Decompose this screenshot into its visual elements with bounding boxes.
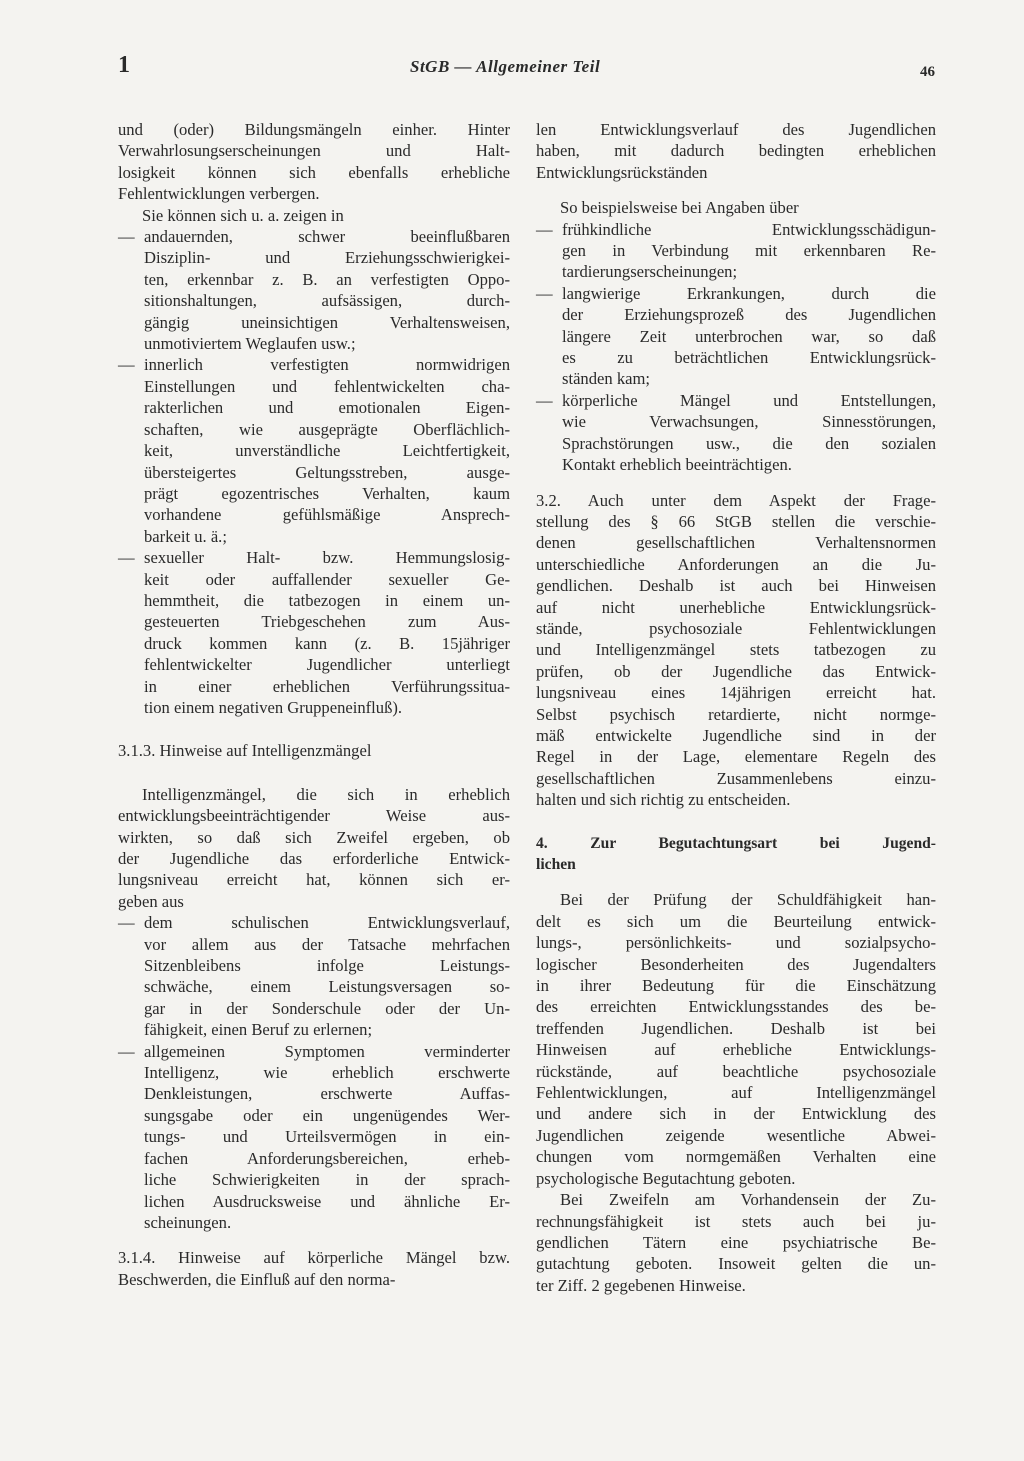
text-line: der Jugendliche das erforderliche Entwick-	[118, 849, 510, 868]
text-line: es zu beträchtlichen Entwicklungsrück-	[562, 348, 936, 368]
text-line: und (oder) Bildungsmängeln einher. Hinter	[118, 120, 510, 139]
text-line: vorhandene gefühlsmäßige Ansprech-	[144, 505, 510, 525]
text-line: lichen	[536, 856, 576, 873]
text-line: Selbst psychisch retardierte, nicht normge-	[536, 704, 936, 724]
text-line: lungsniveau eines 14jährigen erreicht hat.	[536, 683, 936, 703]
text-line: — andauernden, schwer beeinflußbaren	[144, 227, 510, 247]
text-line: len Entwicklungsverlauf des Jugendlichen	[536, 120, 936, 139]
text-line: keit oder auffallender sexueller Ge-	[144, 569, 510, 589]
text-line: 4. Zur Begutachtungsart bei Jugend-	[536, 834, 936, 852]
text-line: Kontakt erheblich beeinträchtigen.	[562, 455, 792, 475]
text-line: fähigkeit, einen Beruf zu erlernen;	[144, 1020, 373, 1040]
text-line: sitionshaltungen, aufsässigen, durch-	[144, 291, 510, 311]
text-line: Bei Zweifeln am Vorhandensein der Zu-	[560, 1190, 936, 1210]
list-item-koerperlich	[536, 390, 936, 476]
list-item-fruehkindlich	[536, 219, 936, 283]
text-line: 3.1.4. Hinweise auf körperliche Mängel bzw.	[118, 1248, 510, 1268]
list-item-sexuell	[118, 547, 510, 718]
text-line: gendlichen. Deshalb ist auch bei Hinweisen	[536, 576, 936, 596]
text-line: prägt egozentrisches Verhalten, kaum	[144, 483, 510, 503]
text-line: des erreichten Entwicklungsstandes des be-	[536, 997, 936, 1017]
text-line: Entwicklungsrückständen	[536, 162, 708, 182]
section-heading-4	[536, 833, 936, 876]
text-line: rückstände, auf beachtliche psychosoziale	[536, 1061, 936, 1081]
text-line: ter Ziff. 2 gegebenen Hinweise.	[536, 1275, 746, 1295]
text-line: Hinweisen auf erhebliche Entwicklungs-	[536, 1040, 936, 1060]
text-line: chungen vom normgemäßen Verhalten eine	[536, 1147, 936, 1167]
text-line: lichen Ausdrucksweise und ähnliche Er-	[144, 1191, 510, 1211]
list-item-disziplin	[118, 226, 510, 354]
text-line: Jugendlichen zeigende wesentliche Abwei-	[536, 1125, 936, 1145]
text-line: liche Schwierigkeiten in der sprach-	[144, 1170, 510, 1190]
text-line: scheinungen.	[144, 1212, 232, 1232]
text-line: der Erziehungsprozeß des Jugendlichen	[562, 305, 936, 325]
text-line: Regel in der Lage, elementare Regeln des	[536, 747, 936, 767]
paragraph-zurechnungsfaehigkeit	[536, 1189, 936, 1296]
text-line: tardierungserscheinungen;	[562, 262, 738, 282]
text-line: Denkleistungen, erschwerte Auffas-	[144, 1084, 510, 1104]
text-line: — allgemeinen Symptomen verminderter	[144, 1041, 510, 1061]
text-line: gar in der Sonderschule oder der Un-	[144, 998, 510, 1018]
text-line: Fehlentwicklungen verbergen.	[118, 184, 320, 204]
text-line: Intelligenz, wie erheblich erschwerte	[144, 1063, 510, 1083]
text-line: tion einem negativen Gruppeneinfluß).	[144, 697, 403, 717]
text-line: So beispielsweise bei Angaben über	[560, 198, 799, 218]
paragraph-314	[118, 1247, 510, 1290]
text-line: keit, unverständliche Leichtfertigkeit,	[144, 441, 510, 461]
text-line: rakterlichen und emotionalen Eigen-	[144, 398, 510, 418]
text-line: Beschwerden, die Einfluß auf den norma-	[118, 1269, 396, 1289]
text-line: 3.2. Auch unter dem Aspekt der Frage-	[536, 490, 936, 510]
text-line: und andere sich in der Entwicklung des	[536, 1104, 936, 1124]
text-line: logischer Besonderheiten des Jugendalters	[536, 954, 936, 974]
text-line: gesellschaftlichen Zusammenlebens einzu-	[536, 768, 936, 788]
text-line: sungsgabe oder ein ungenügendes Wer-	[144, 1105, 510, 1125]
paragraph-schuldfaehigkeit	[536, 889, 936, 1189]
text-line: treffenden Jugendlichen. Deshalb ist bei	[536, 1018, 936, 1038]
text-line: rechnungsfähigkeit ist stets auch bei ju-	[536, 1211, 936, 1231]
text-line: unterschiedliche Anforderungen an die Ju-	[536, 554, 936, 574]
text-line: lungsniveau erreicht hat, können sich er-	[118, 870, 510, 890]
text-line: — körperliche Mängel und Entstellungen,	[562, 390, 936, 410]
text-line: auf nicht unerhebliche Entwicklungsrück-	[536, 597, 936, 617]
paragraph-32	[536, 490, 936, 811]
text-line: Verwahrlosungserscheinungen und Halt-	[118, 141, 510, 161]
text-line: in ihrer Bedeutung für die Einschätzung	[536, 976, 936, 996]
text-line: Disziplin- und Erziehungsschwierigkei-	[144, 248, 510, 268]
page-number: 46	[920, 64, 935, 80]
text-line: mäß entwickelte Jugendliche sind in der	[536, 725, 936, 745]
list-item-symptome	[118, 1041, 510, 1234]
list-item-erkrankungen	[536, 283, 936, 390]
text-line: haben, mit dadurch bedingten erheblichen	[536, 141, 936, 161]
text-line: gendlichen Tätern eine psychiatrische Be-	[536, 1232, 936, 1252]
running-title: StGB — Allgemeiner Teil	[410, 57, 601, 76]
text-line: schaften, wie ausgeprägte Oberflächlich-	[144, 419, 510, 439]
text-line: — dem schulischen Entwicklungsverlauf,	[144, 913, 510, 933]
text-line: — innerlich verfestigten normwidrigen	[144, 355, 510, 375]
text-line: entwicklungsbeeinträchtigender Weise aus-	[118, 806, 510, 826]
text-line: halten und sich richtig zu entscheiden.	[536, 790, 791, 810]
text-line: barkeit u. ä.;	[144, 526, 227, 546]
text-line: 3.1.3. Hinweise auf Intelligenzmängel	[118, 741, 372, 761]
text-line: hemmtheit, die tatbezogen in einem un-	[144, 590, 510, 610]
paragraph-entwicklungsverlauf	[536, 119, 936, 183]
text-line: — sexueller Halt- bzw. Hemmungslosig-	[144, 548, 510, 568]
right-column	[536, 119, 936, 1296]
text-line: tungs- und Urteilsvermögen in ein-	[144, 1127, 510, 1147]
text-line: und Intelligenzmängel stets tatbezogen zu	[536, 640, 936, 660]
list-item-einstellungen	[118, 354, 510, 547]
text-line: übersteigertes Geltungsstreben, ausge-	[144, 462, 510, 482]
section-heading-313	[118, 740, 510, 761]
text-line: schwäche, einem Leistungsversagen so-	[144, 977, 510, 997]
text-line: vor allem aus der Tatsache mehrfachen	[144, 934, 510, 954]
text-line: stellung des § 66 StGB stellen die verschie-	[536, 511, 936, 531]
text-line: losigkeit können sich ebenfalls erhebliche	[118, 162, 510, 182]
paragraph-bildungsmaengel	[118, 119, 510, 205]
text-line: geben aus	[118, 891, 184, 911]
text-line: Sitzenbleibens infolge Leistungs-	[144, 956, 510, 976]
text-line: Intelligenzmängel, die sich in erheblich	[142, 784, 510, 804]
text-line: lungs-, persönlichkeits- und sozialpsycho-	[536, 933, 936, 953]
text-line: gutachtung geboten. Insoweit gelten die un-	[536, 1254, 936, 1274]
text-line: Einstellungen und fehlentwickelten cha-	[144, 376, 510, 396]
text-line: fehlentwickelter Jugendlicher unterliegt	[144, 655, 510, 675]
chapter-number: 1	[118, 52, 130, 78]
text-line: druck kommen kann (z. B. 15jähriger	[144, 633, 510, 653]
left-column	[118, 119, 510, 1290]
text-line: prüfen, ob der Jugendliche das Entwick-	[536, 661, 936, 681]
text-line: — langwierige Erkrankungen, durch die	[562, 283, 936, 303]
text-line: Sprachstörungen usw., die den sozialen	[562, 433, 936, 453]
text-line: in einer erheblichen Verführungssitua-	[144, 676, 510, 696]
text-line: wirkten, so daß sich Zweifel ergeben, ob	[118, 827, 510, 847]
text-line: stände, psychosoziale Fehlentwicklungen	[536, 618, 936, 638]
text-line: gängig uneinsichtigen Verhaltensweisen,	[144, 312, 510, 332]
text-line: ten, erkennbar z. B. an verfestigten Oppo-	[144, 269, 510, 289]
paragraph-zeigen-in	[118, 205, 510, 226]
text-line: unmotiviertem Weglaufen usw.;	[144, 334, 356, 354]
text-line: denen gesellschaftlichen Verhaltensnormen	[536, 533, 936, 553]
page-header	[0, 0, 1024, 110]
text-line: delt es sich um die Beurteilung entwick-	[536, 911, 936, 931]
paragraph-intelligenzmaengel	[118, 784, 510, 912]
text-line: psychologische Begutachtung geboten.	[536, 1168, 796, 1188]
text-line: Bei der Prüfung der Schuldfähigkeit han-	[560, 890, 936, 910]
text-line: Sie können sich u. a. zeigen in	[142, 205, 344, 225]
paragraph-beispielsweise	[536, 197, 936, 218]
text-line: gesteuerten Triebgeschehen zum Aus-	[144, 612, 510, 632]
text-line: fachen Anforderungsbereichen, erheb-	[144, 1148, 510, 1168]
text-line: längere Zeit unterbrochen war, so daß	[562, 326, 936, 346]
text-line: — frühkindliche Entwicklungsschädigun-	[562, 219, 936, 239]
text-line: Fehlentwicklungen, auf Intelligenzmängel	[536, 1083, 936, 1103]
list-item-schulisch	[118, 912, 510, 1040]
text-line: ständen kam;	[562, 369, 651, 389]
text-line: wie Verwachsungen, Sinnesstörungen,	[562, 412, 936, 432]
text-line: gen in Verbindung mit erkennbaren Re-	[562, 241, 936, 261]
